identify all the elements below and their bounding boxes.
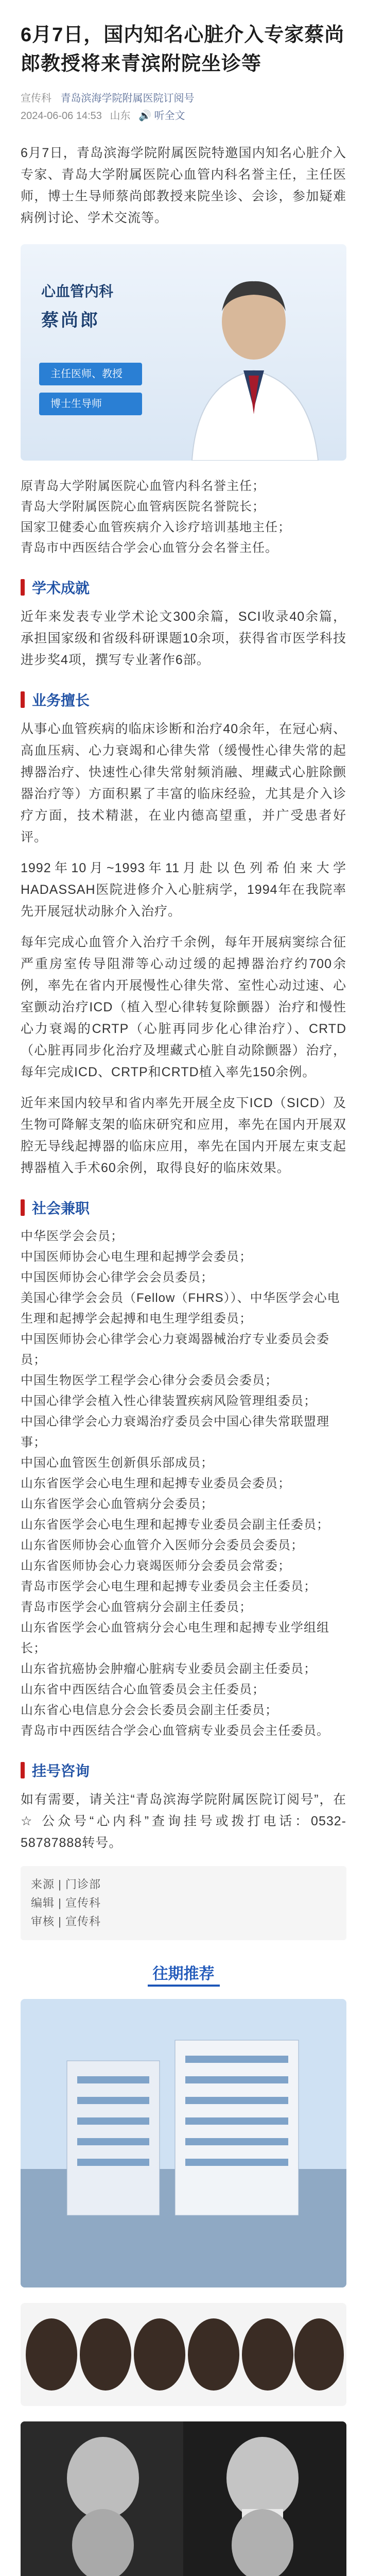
bio-line: 原青岛大学附属医院心血管内科名誉主任； [21, 479, 265, 493]
social-item: 中国医师协会心电生理和起搏学会委员； [21, 1250, 252, 1264]
article-title: 6月7日，国内知名心脏介入专家蔡尚郎教授将来青滨附院坐诊等 [21, 24, 345, 75]
article-datetime: 2024-06-06 14:53 [21, 110, 102, 122]
social-item: 山东省医学会心电生理和起搏专业委员会副主任委员； [21, 1518, 329, 1532]
social-item: 中国心律学会植入性心律装置疾病风险管理组委员； [21, 1394, 317, 1408]
credits-box [21, 1866, 346, 1940]
social-item: 中国心律学会心力衰竭治疗委员会中国心律失常联盟理事； [21, 1415, 329, 1449]
social-item: 山东省心电信息分会会长委员会副主任委员； [21, 1703, 278, 1717]
doctor-title-tag: 博士生导师 [39, 393, 142, 415]
credit-line: 来源 | 门诊部 [31, 1878, 101, 1891]
social-heading: 社会兼职 [21, 1197, 346, 1218]
credit-line: 编辑 | 宣传科 [31, 1896, 101, 1909]
recent-article-card[interactable] [21, 1999, 346, 2287]
social-item: 中国心血管医生创新俱乐部成员； [21, 1456, 214, 1470]
intro-paragraph: 6月7日，青岛滨海学院附属医院特邀国内知名心脏介入专家、青岛大学附属医院心血管内科名誉主任，主任医师，博士生导师蔡尚郎教授来院坐诊、会诊，参加疑难病例讨论、学术交流等。 [21, 146, 346, 225]
social-item: 山东省医师协会心血管介入医师分会委员会委员； [21, 1538, 304, 1552]
social-item: 山东省医学会心血管病分会委员； [21, 1497, 214, 1511]
expertise-paragraph: 1992年10月~1993年11月赴以色列希伯来大学HADASSAH医院进修介入心脏病学，1994年在我院率先开展冠状动脉介入治疗。 [21, 861, 346, 919]
heading-marker [21, 691, 25, 708]
heading-marker [21, 579, 25, 596]
hair-comparison-image[interactable] [21, 2303, 346, 2406]
doctor-banner [21, 244, 346, 461]
social-item: 中国医师协会心律学会心力衰竭器械治疗专业委员会委员； [21, 1332, 329, 1367]
social-item: 美国心律学会会员（Fellow（FHRS））、中华医学会心电生理和起搏学会起搏和电生理学组委员； [21, 1291, 340, 1326]
social-item: 青岛市中西医结合学会心血管病专业委员会主任委员。 [21, 1724, 329, 1738]
expertise-paragraph: 从事心血管疾病的临床诊断和治疗40余年，在冠心病、高血压病、心力衰竭和心律失常（缓慢性心律失常的起搏器治疗、快速性心律失常射频消融、埋藏式心脏除颤器治疗等）方面积累了丰富的临床经验，尤其是介入诊疗方面，技术精湛，在业内德高望重，并广受患者好评。 [21, 722, 346, 844]
xray-image[interactable] [21, 2421, 346, 2576]
bio-line: 国家卫健委心血管疾病介入诊疗培训基地主任； [21, 520, 291, 534]
social-item: 山东省中西医结合心血管委员会主任委员； [21, 1683, 265, 1697]
social-item: 山东省医师协会心力衰竭医师分会委员会常委； [21, 1559, 291, 1573]
social-item: 山东省医学会心血管病分会心电生理和起搏专业学组组长； [21, 1621, 329, 1655]
recent-label: 往期推荐 [148, 1963, 220, 1987]
academic-heading: 学术成就 [21, 577, 346, 598]
social-item: 青岛市医学会心电生理和起搏专业委员会主任委员； [21, 1580, 317, 1594]
article-author: 宣传科 [21, 93, 51, 104]
credit-line: 审核 | 宣传科 [31, 1915, 101, 1928]
doctor-title-tag: 主任医师、教授 [39, 363, 142, 385]
article-meta [21, 90, 346, 125]
hospital-building-image [21, 1999, 346, 2287]
social-item: 中华医学会会员； [21, 1229, 124, 1243]
social-item: 山东省医学会心电生理和起搏专业委员会委员； [21, 1477, 291, 1490]
doctor-portrait [171, 260, 326, 461]
appointment-paragraph: 如有需要，请关注“青岛滨海学院附属医院订阅号”，在 ☆ 公众号“心内科”查询挂号或拨打电话：0532-58787888转号。 [21, 1792, 346, 1850]
social-item: 中国生物医学工程学会心律分会委员会委员； [21, 1374, 278, 1387]
knee-xray [21, 2421, 346, 2576]
article-header [0, 0, 367, 125]
doctor-department: 心血管内科 [41, 283, 114, 299]
expertise-paragraph: 每年完成心血管介入治疗千余例，每年开展病窦综合征严重房室传导阻滞等心动过缓的起搏器治疗约700余例，率先在省内开展慢性心律失常、室性心动过速、心室颤动治疗ICD（植入型心律转复除颤器）治疗和慢性心力衰竭的CRTP（心脏再同步化心律治疗）、CRTD（心脏再同步化治疗及埋藏式心脏自动除颤器）治疗，每年完成ICD、CRTP和CRTD植入率先150余例。 [21, 935, 346, 1079]
expertise-heading: 业务擅长 [21, 689, 346, 710]
social-list [0, 1226, 367, 1741]
social-item: 中国医师协会心律学会会员委员； [21, 1270, 214, 1284]
before-after-photos [21, 2303, 346, 2406]
social-item: 山东省抗癌协会肿瘤心脏病专业委员会副主任委员； [21, 1662, 317, 1676]
expertise-paragraph: 近年来国内较早和省内率先开展全皮下ICD（SICD）及生物可降解支架的临床研究和应用，率先在国内开展双腔无导线起搏器的临床应用，率先在国内开展左束支起搏器植入手术60余例，取得良好的临床效果。 [21, 1096, 346, 1175]
audio-icon: 🔊 [138, 110, 151, 122]
appointment-heading: 挂号咨询 [21, 1760, 346, 1781]
heading-marker [21, 1762, 25, 1778]
listen-button[interactable]: 🔊 听全文 [138, 110, 185, 122]
doctor-name: 蔡尚郎 [41, 311, 100, 330]
academic-paragraph: 近年来发表专业学术论文300余篇，SCI收录40余篇，承担国家级和省级科研课题10余项，获得省市医学科技进步奖4项，撰写专业著作6部。 [21, 609, 346, 667]
article-location: 山东 [110, 110, 131, 122]
account-link[interactable]: 青岛滨海学院附属医院订阅号 [60, 93, 195, 104]
heading-marker [21, 1199, 25, 1216]
bio-line: 青岛市中西医结合学会心血管分会名誉主任。 [21, 541, 278, 555]
social-item: 青岛市医学会心血管病分会副主任委员； [21, 1600, 252, 1614]
bio-line: 青岛大学附属医院心血管病医院名誉院长； [21, 500, 265, 514]
